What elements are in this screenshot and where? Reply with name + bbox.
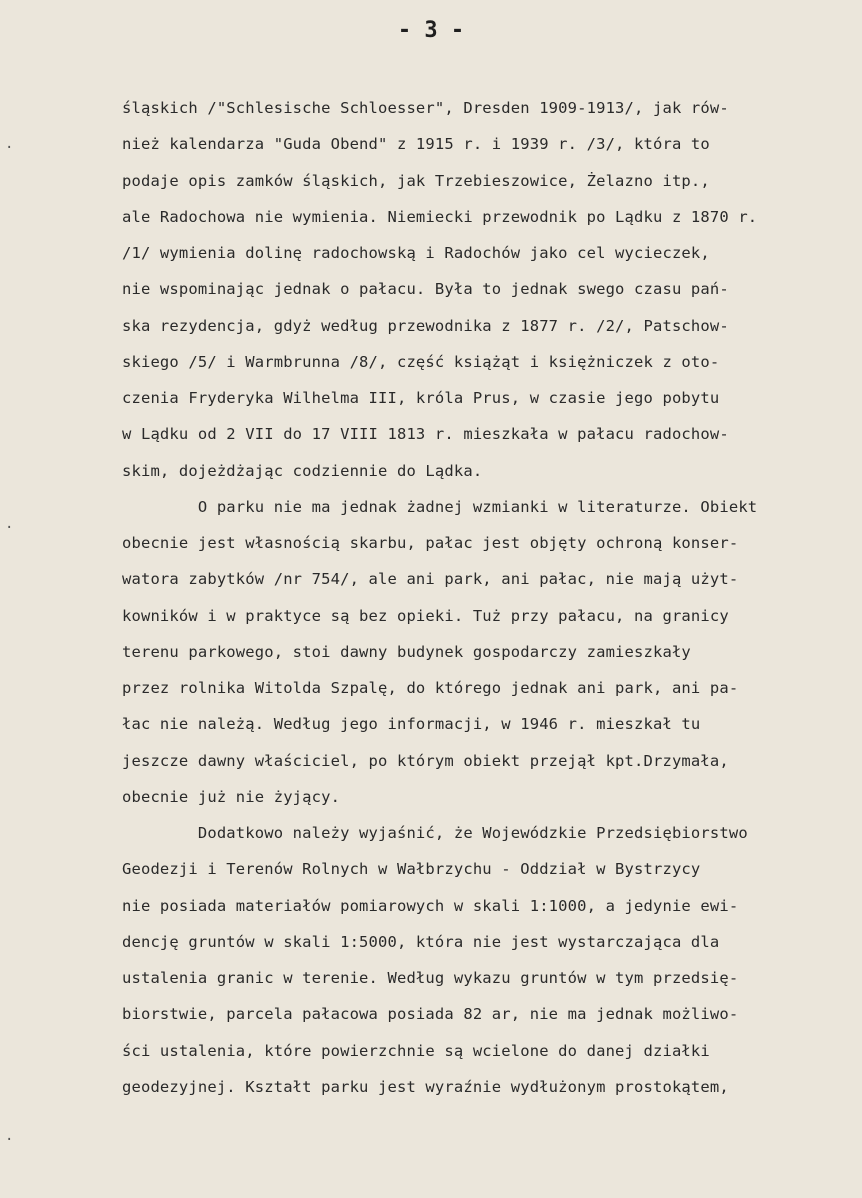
text-line: dencję gruntów w skali 1:5000, która nie jest wystarczająca dla [122,932,720,951]
body-text [122,90,862,1105]
text-line: przez rolnika Witolda Szpalę, do którego jednak ani park, ani pa- [122,679,739,697]
text-line: Dodatkowo należy wyjaśnić, że Wojewódzkie Przedsiębiorstwo [122,824,748,842]
text-line: terenu parkowego, stoi dawny budynek gospodarczy zamieszkały [122,642,691,661]
text-line: biorstwie, parcela pałacowa posiada 82 ar, nie ma jednak możliwo- [122,1005,739,1024]
text-line: kowników i w praktyce są bez opieki. Tuż przy pałacu, na granicy [122,606,729,625]
margin-mark: · [5,520,14,536]
text-line: nie posiada materiałów pomiarowych w skali 1:1000, a jedynie ewi- [122,896,739,915]
margin-mark: · [5,1132,14,1148]
page-number: - 3 - [397,18,465,43]
text-line: /1/ wymienia dolinę radochowską i Radochów jako cel wycieczek, [122,244,710,262]
text-line: w Lądku od 2 VII do 17 VIII 1813 r. mieszkała w pałacu radochow- [122,425,729,444]
text-line: ale Radochowa nie wymienia. Niemiecki przewodnik po Lądku z 1870 r. [122,207,758,226]
text-line: obecnie jest własnością skarbu, pałac jest objęty ochroną konser- [122,534,739,552]
text-line: watora zabytków /nr 754/, ale ani park, ani pałac, nie mają użyt- [122,570,739,589]
text-line: skim, dojeżdżając codziennie do Lądka. [122,461,483,480]
text-line: podaje opis zamków śląskich, jak Trzebieszowice, Żelazno itp., [122,171,710,190]
text-line: geodezyjnej. Kształt parku jest wyraźnie wydłużonym prostokątem, [122,1077,729,1096]
text-line: ska rezydencja, gdyż według przewodnika z 1877 r. /2/, Patschow- [122,316,729,335]
text-line: nież kalendarza "Guda Obend" z 1915 r. i 1939 r. /3/, która to [122,135,710,154]
text-line: ści ustalenia, które powierzchnie są wcielone do danej działki [122,1041,710,1060]
text-line: czenia Fryderyka Wilhelma III, króla Prus, w czasie jego pobytu [122,389,720,407]
text-line: łac nie należą. Według jego informacji, w 1946 r. mieszkał tu [122,715,701,734]
text-line: nie wspominając jednak o pałacu. Była to jednak swego czasu pań- [122,280,729,299]
text-line: ustalenia granic w terenie. Według wykazu gruntów w tym przedsię- [122,969,739,987]
text-line: obecnie już nie żyjący. [122,787,341,806]
text-line: O parku nie ma jednak żadnej wzmianki w literaturze. Obiekt [122,497,758,516]
text-line: jeszcze dawny właściciel, po którym obiekt przejął kpt.Drzymała, [122,751,729,770]
margin-mark: · [5,140,14,156]
text-line: Geodezji i Terenów Rolnych w Wałbrzychu - Oddział w Bystrzycy [122,860,701,879]
text-line: skiego /5/ i Warmbrunna /8/, część książąt i księżniczek z oto- [122,352,720,371]
text-line: śląskich /"Schlesische Schloesser", Dresden 1909-1913/, jak rów- [122,99,729,117]
